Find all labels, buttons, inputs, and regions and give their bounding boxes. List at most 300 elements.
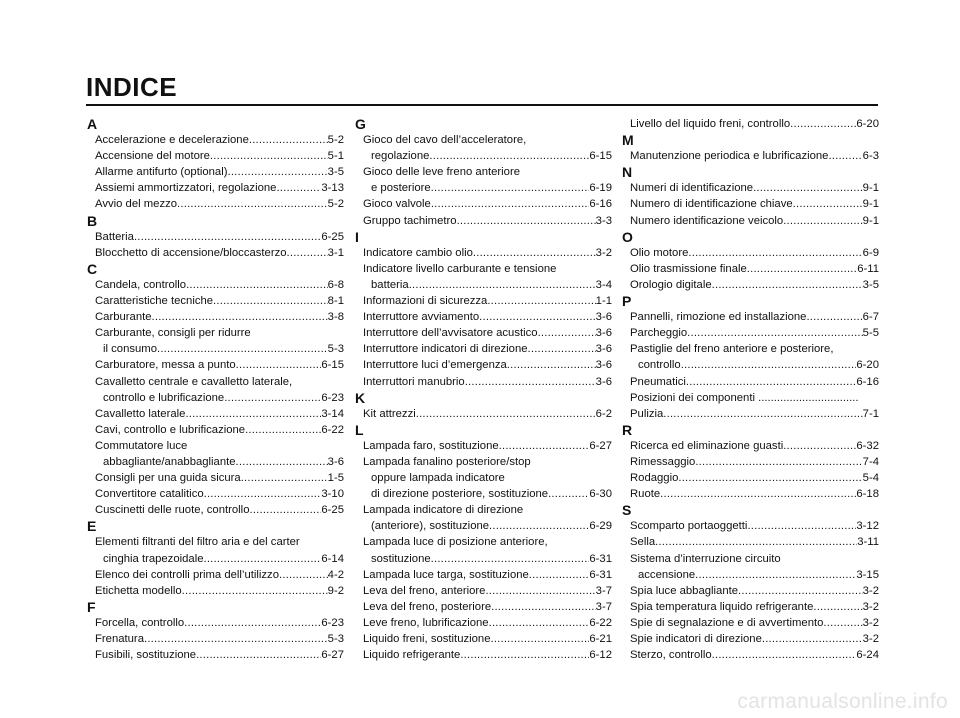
index-entry-page: 6-2 — [595, 407, 612, 420]
index-entry-page: 6-16 — [589, 198, 612, 211]
index-entry — [621, 406, 879, 422]
index-entry-leader — [279, 567, 328, 583]
index-entry-page: 3-5 — [327, 166, 344, 179]
index-entry — [621, 245, 879, 261]
index-entry-label: Interruttore avviamento — [363, 311, 480, 324]
index-entry-leader — [228, 164, 328, 180]
index-entry-leader — [783, 438, 856, 454]
index-entry-page: 6-16 — [856, 375, 879, 388]
index-entry — [621, 261, 879, 277]
index-entry-page: 5-5 — [862, 327, 879, 340]
index-letter-heading: I — [355, 228, 359, 245]
index-entry-leader — [485, 583, 595, 599]
index-entry-label: Pannelli, rimozione ed installazione — [630, 311, 807, 324]
index-entry-label: Informazioni di sicurezza — [363, 295, 488, 308]
index-entry-leader — [681, 357, 857, 373]
index-entry — [621, 470, 879, 486]
index-entry — [86, 164, 344, 180]
index-entry-page: 5-3 — [327, 633, 344, 645]
index-entry-label: Parcheggio — [630, 327, 688, 340]
index-entry-page: 3-5 — [862, 278, 879, 291]
index-entry — [621, 615, 879, 631]
index-entry-label: (anteriore), sostituzione — [371, 520, 490, 533]
index-entry-leader — [184, 615, 321, 631]
index-entry-page: 6-8 — [327, 278, 344, 291]
index-entry-label: Interruttore dell’avvisatore acustico — [363, 327, 538, 340]
index-entry-leader — [806, 309, 862, 325]
index-entry-leader — [473, 245, 596, 261]
index-entry — [86, 245, 344, 261]
index-entry-leader — [712, 647, 857, 663]
index-entry-page: 6-7 — [862, 311, 879, 324]
index-entry-leader — [499, 438, 590, 454]
index-entry-leader — [548, 486, 589, 502]
index-entry-page: 3-2 — [862, 584, 879, 597]
index-entry-page: 3-6 — [327, 455, 344, 468]
index-entry-leader — [245, 422, 321, 438]
index-entry-line: oppure lampada indicatore — [371, 472, 505, 485]
index-entry-label: Numero di identificazione chiave — [630, 198, 793, 211]
index-entry-leader — [783, 213, 862, 229]
index-entry-leader — [182, 583, 328, 599]
index-entry — [354, 374, 612, 390]
index-entry-label: Gioco valvole — [363, 198, 431, 211]
index-entry-page: 5-2 — [327, 198, 344, 211]
index-entry-leader — [210, 148, 328, 164]
index-entry-page: 5-4 — [862, 472, 879, 485]
index-entry — [621, 454, 879, 470]
index-entry-leader — [687, 325, 863, 341]
index-entry-page: 6-25 — [321, 230, 344, 243]
index-entry-line: Indicatore livello carburante e tensione — [363, 262, 557, 275]
index-entry-page: 9-2 — [327, 584, 344, 597]
index-entry-label: Liquido refrigerante — [363, 649, 461, 662]
index-entry-leader — [177, 196, 328, 212]
index-entry-label: Cavalletto laterale — [95, 407, 186, 420]
index-entry-page: 3-12 — [856, 520, 879, 533]
index-entry — [621, 277, 879, 293]
index-entry-label: Caratteristiche tecniche — [95, 295, 214, 308]
index-entry-label: Livello del liquido freni, controllo — [630, 118, 791, 130]
index-letter-heading: O — [622, 228, 633, 245]
index-entry-label: Ricerca ed eliminazione guasti — [630, 439, 784, 452]
index-entry-page: 5-2 — [327, 134, 344, 147]
index-entry-page: 6-24 — [856, 649, 879, 662]
index-entry — [621, 116, 879, 132]
index-entry-leader — [431, 551, 590, 567]
index-entry-page: 3-1 — [327, 246, 344, 259]
index-entry-label: Interruttore luci d’emergenza — [363, 359, 507, 372]
index-entry-leader — [695, 454, 862, 470]
index-entry-label: Sterzo, controllo — [630, 649, 712, 662]
index-entry-leader — [144, 631, 328, 647]
index-entry-page: 3-6 — [595, 311, 612, 324]
index-entry-line: Elementi filtranti del filtro aria e del carter — [95, 536, 300, 549]
index-entry-label: Lampada faro, sostituzione — [363, 439, 499, 452]
index-entry-leader — [678, 470, 862, 486]
watermark: carmanualsonline.info — [737, 690, 948, 713]
index-entry-page: 9-1 — [862, 198, 879, 211]
index-entry-page: 4-2 — [327, 568, 344, 581]
index-entry-leader — [489, 615, 590, 631]
index-entry-leader — [249, 132, 328, 148]
index-entry-label: Convertitore catalitico — [95, 488, 204, 501]
index-entry-leader — [663, 406, 862, 422]
index-entry-label: Indicatore cambio olio — [363, 246, 473, 259]
index-entry-leader — [747, 518, 856, 534]
index-entry-label: Spia luce abbagliante — [630, 584, 739, 597]
index-letter-heading: B — [87, 212, 98, 229]
index-entry — [354, 277, 612, 293]
index-entry-leader — [538, 325, 596, 341]
index-entry — [86, 357, 344, 373]
index-entry-label: Forcella, controllo — [95, 616, 185, 629]
index-entry-label: Rimessaggio — [630, 455, 696, 468]
index-entry-leader — [224, 390, 321, 406]
index-entry — [621, 599, 879, 615]
index-entry — [86, 406, 344, 422]
index-entry — [354, 293, 612, 309]
index-entry-leader — [813, 599, 862, 615]
index-entry-label: Frenatura — [95, 633, 144, 645]
index-entry-leader — [747, 261, 857, 277]
index-entry — [86, 180, 344, 196]
index-entry-label: sostituzione — [371, 552, 431, 565]
index-entry-label: Sella — [630, 536, 656, 549]
index-entry-leader — [712, 277, 863, 293]
index-entry-label: Etichetta modello — [95, 584, 182, 597]
index-entry — [86, 470, 344, 486]
index-entry-leader — [686, 374, 856, 390]
index-entry-page: 6-31 — [589, 552, 612, 565]
index-entry-label: Carburante — [95, 311, 152, 324]
index-column-2 — [354, 116, 612, 663]
index-entry-leader — [655, 534, 857, 550]
index-entry-label: Ruote — [630, 488, 661, 501]
index-entry-label: Leva del freno, posteriore — [363, 600, 492, 613]
index-entry-leader — [529, 567, 590, 583]
index-entry-page: 6-21 — [589, 633, 612, 645]
index-letter-heading: R — [622, 421, 633, 438]
index-entry-leader — [236, 454, 328, 470]
index-entry-page: 6-9 — [862, 246, 879, 259]
index-entry-leader — [431, 180, 590, 196]
index-entry-label: Pneumatici — [630, 375, 686, 388]
index-entry-page: 1-5 — [327, 472, 344, 485]
index-entry-page: 6-15 — [589, 150, 612, 163]
index-entry-page: 6-23 — [321, 391, 344, 404]
index-entry-label: Numero identificazione veicolo — [630, 214, 784, 227]
index-entry — [354, 567, 612, 583]
index-entry — [86, 631, 344, 647]
index-entry-page: 7-4 — [862, 455, 879, 468]
index-entry-page: 6-27 — [589, 439, 612, 452]
index-entry — [354, 245, 612, 261]
index-entry-leader — [489, 518, 589, 534]
index-entry-leader — [287, 245, 328, 261]
index-entry — [621, 213, 879, 229]
index-entry-page: 3-7 — [595, 600, 612, 613]
index-entry-line: Lampada indicatore di direzione — [363, 504, 524, 517]
index-entry — [621, 196, 879, 212]
index-entry-label: Spie di segnalazione e di avvertimento — [630, 616, 824, 629]
index-entry-page: 7-1 — [862, 407, 879, 420]
index-entry-label: Candela, controllo — [95, 278, 187, 291]
index-entry-line: Sistema d’interruzione circuito — [630, 552, 781, 565]
index-letter-heading: M — [622, 132, 634, 149]
index-entry — [86, 196, 344, 212]
index-entry — [621, 631, 879, 647]
index-entry-label: Kit attrezzi — [363, 407, 416, 420]
index-entry-leader — [152, 309, 328, 325]
index-entry-leader — [695, 567, 856, 583]
index-entry — [86, 454, 344, 470]
index-entry — [354, 631, 612, 647]
index-entry-page: 3-13 — [321, 182, 344, 195]
index-entry-leader — [460, 647, 589, 663]
index-entry-label: Olio trasmissione finale — [630, 262, 747, 275]
index-entry-label: accensione — [638, 568, 696, 581]
index-entry-leader — [507, 357, 596, 373]
index-entry-label: Lampada luce targa, sostituzione — [363, 568, 529, 581]
index-letter-heading: K — [355, 389, 366, 406]
index-entry-label: Accelerazione e decelerazione — [95, 134, 249, 147]
index-letter-heading: N — [622, 164, 633, 181]
index-letter-heading: F — [87, 598, 96, 615]
index-entry-line: Lampada fanalino posteriore/stop — [363, 455, 531, 468]
index-entry-label: Allarme antifurto (optional) — [95, 166, 228, 179]
index-entry-page: 3-4 — [595, 278, 612, 291]
index-entry — [86, 615, 344, 631]
index-entry-line: Cavalletto centrale e cavalletto laterale, — [95, 375, 293, 388]
index-entry — [86, 502, 344, 518]
index-entry — [621, 647, 879, 663]
index-entry — [86, 309, 344, 325]
index-entry-label: controllo e lubrificazione — [103, 391, 225, 404]
index-entry-label: cinghia trapezoidale — [103, 552, 204, 565]
index-entry-page: 3-6 — [595, 343, 612, 356]
index-entry-page: 6-20 — [856, 118, 879, 130]
index-entry-label: Spie indicatori di direzione — [630, 633, 762, 645]
index-entry — [86, 293, 344, 309]
index-entry-leader — [457, 213, 596, 229]
index-entry-line: Lampada luce di posizione anteriore, — [363, 536, 548, 549]
index-entry-leader — [241, 470, 328, 486]
index-entry — [354, 357, 612, 373]
index-entry-leader — [204, 551, 322, 567]
index-entry-leader — [688, 245, 862, 261]
index-entry — [354, 180, 612, 196]
index-column-1 — [86, 116, 344, 663]
index-entry — [621, 534, 879, 550]
page-title: INDICE — [86, 72, 178, 102]
index-entry-page: 6-22 — [321, 423, 344, 436]
index-entry-leader — [185, 406, 321, 422]
index-entry-line: Pastiglie del freno anteriore e posteriore, — [630, 343, 834, 356]
index-entry-label: Carburatore, messa a punto — [95, 359, 236, 372]
index-entry-page: 6-30 — [589, 488, 612, 501]
index-letter-heading: E — [87, 518, 97, 535]
index-entry-page: 3-8 — [327, 311, 344, 324]
index-entry — [354, 615, 612, 631]
index-entry-label: Consigli per una guida sicura — [95, 472, 241, 485]
index-entry-page: 6-32 — [856, 439, 879, 452]
index-entry-label: Scomparto portaoggetti — [630, 520, 748, 533]
index-entry-page: 3-2 — [862, 633, 879, 645]
index-entry — [354, 196, 612, 212]
index-entry-label: Interruttore indicatori di direzione — [363, 343, 528, 356]
index-entry-label: Numeri di identificazione — [630, 182, 754, 195]
index-letter-heading: S — [622, 502, 632, 519]
index-entry-label: Pulizia — [630, 407, 664, 420]
index-entry-label: Elenco dei controlli prima dell’utilizzo — [95, 568, 279, 581]
index-entry-page: 6-14 — [321, 552, 344, 565]
index-entry — [86, 341, 344, 357]
index-entry — [86, 551, 344, 567]
index-entry — [354, 148, 612, 164]
index-entry-label: Assiemi ammortizzatori, regolazione — [95, 182, 277, 195]
index-letter-heading: C — [87, 260, 98, 277]
title-underline — [86, 104, 878, 106]
index-entry — [354, 325, 612, 341]
index-entry-label: Spia temperatura liquido refrigerante — [630, 600, 814, 613]
index-entry-leader — [429, 148, 589, 164]
index-entry-leader — [134, 229, 321, 245]
index-entry-page: 3-6 — [595, 359, 612, 372]
index-entry — [621, 180, 879, 196]
index-entry-page: 6-31 — [589, 568, 612, 581]
index-entry-label: Olio motore — [630, 246, 689, 259]
index-entry-leader — [431, 196, 590, 212]
index-entry-page: 5-1 — [327, 150, 344, 163]
index-entry — [621, 374, 879, 390]
index-entry — [621, 518, 879, 534]
index-entry-label: Avvio del mezzo — [95, 198, 178, 211]
index-entry — [354, 518, 612, 534]
index-entry-leader — [762, 631, 863, 647]
index-letter-heading: G — [355, 116, 366, 132]
index-entry-page: 6-12 — [589, 649, 612, 662]
index-letter-heading: P — [622, 293, 632, 310]
index-entry-page: 6-15 — [321, 359, 344, 372]
index-entry-label: abbagliante/anabbagliante — [103, 455, 236, 468]
index-entry-page: 3-2 — [862, 600, 879, 613]
index-entry — [86, 277, 344, 293]
index-entry-page: 6-18 — [856, 488, 879, 501]
index-entry — [354, 647, 612, 663]
index-entry-label: controllo — [638, 359, 681, 372]
index-entry — [354, 551, 612, 567]
index-entry — [86, 422, 344, 438]
index-entry — [354, 309, 612, 325]
index-entry-page: 1-1 — [595, 295, 612, 308]
index-entry-page: 3-6 — [595, 327, 612, 340]
index-entry-page: 5-3 — [327, 343, 344, 356]
index-entry-leader — [249, 502, 321, 518]
index-entry-page: 3-2 — [862, 616, 879, 629]
index-entry-leader — [213, 293, 328, 309]
index-entry-page: 3-2 — [595, 246, 612, 259]
index-entry-leader — [409, 277, 596, 293]
index-entry-leader — [236, 357, 322, 373]
index-entry-page: 8-1 — [327, 295, 344, 308]
index-entry-leader — [738, 583, 863, 599]
index-letter-heading: A — [87, 116, 98, 132]
index-entry — [354, 213, 612, 229]
index-entry-page: 6-25 — [321, 504, 344, 517]
index-entry-page: 6-20 — [856, 359, 879, 372]
index-entry — [86, 583, 344, 599]
index-entry-leader — [660, 486, 856, 502]
index-entry — [354, 583, 612, 599]
index-entry-label: Leva del freno, anteriore — [363, 584, 486, 597]
index-entry-page: 3-6 — [595, 375, 612, 388]
index-entry — [86, 486, 344, 502]
index-entry-leader — [276, 180, 321, 196]
index-entry-label: Rodaggio — [630, 472, 679, 485]
index-entry-leader — [487, 293, 595, 309]
index-entry-leader — [204, 486, 322, 502]
index-entry — [621, 357, 879, 373]
index-entry-label: Interruttori manubrio — [363, 375, 465, 388]
index-entry — [354, 599, 612, 615]
index-entry-page: 9-1 — [862, 182, 879, 195]
index-entry-label: di direzione posteriore, sostituzione — [371, 488, 549, 501]
index-entry-label: Gruppo tachimetro — [363, 214, 457, 227]
index-entry-line: Gioco del cavo dell’acceleratore, — [363, 134, 527, 147]
index-entry-label: Manutenzione periodica e lubrificazione — [630, 150, 829, 163]
index-column-3 — [621, 116, 879, 663]
index-entry-leader — [491, 599, 596, 615]
index-entry-leader — [753, 180, 863, 196]
index-entry-label: Accensione del motore — [95, 150, 210, 163]
index-entry-leader — [479, 309, 596, 325]
index-entry-leader — [793, 196, 863, 212]
index-entry-label: regolazione — [371, 150, 430, 163]
index-entry-label: il consumo — [103, 343, 157, 356]
index-entry — [621, 148, 879, 164]
index-entry-line: Carburante, consigli per ridurre — [95, 327, 251, 340]
index-entry-page: 6-27 — [321, 649, 344, 662]
index-entry-page: 3-15 — [856, 568, 879, 581]
index-entry — [354, 486, 612, 502]
index-entry-leader — [528, 341, 596, 357]
index-entry-label: Orologio digitale — [630, 278, 712, 291]
index-entry — [621, 438, 879, 454]
index-entry-page: 6-29 — [589, 520, 612, 533]
index-entry-leader — [465, 374, 596, 390]
index-entry — [86, 148, 344, 164]
index-entry-label: Fusibili, sostituzione — [95, 649, 197, 662]
index-letter-heading: L — [355, 421, 364, 438]
index-entry — [621, 567, 879, 583]
index-entry — [354, 438, 612, 454]
index-entry-page: 3-7 — [595, 584, 612, 597]
index-entry — [621, 583, 879, 599]
index-entry-leader — [196, 647, 321, 663]
index-entry-leader — [186, 277, 328, 293]
index-entry — [86, 647, 344, 663]
index-entry — [621, 309, 879, 325]
index-entry-leader — [490, 631, 589, 647]
index-entry-label: e posteriore — [371, 182, 431, 195]
index-entry — [354, 341, 612, 357]
index-entry-label: batteria — [371, 278, 409, 291]
index-entry-label: Liquido freni, sostituzione — [363, 633, 491, 645]
index-entry — [354, 406, 612, 422]
index-entry-page: 6-23 — [321, 616, 344, 629]
index-entry-page: 3-14 — [321, 407, 344, 420]
